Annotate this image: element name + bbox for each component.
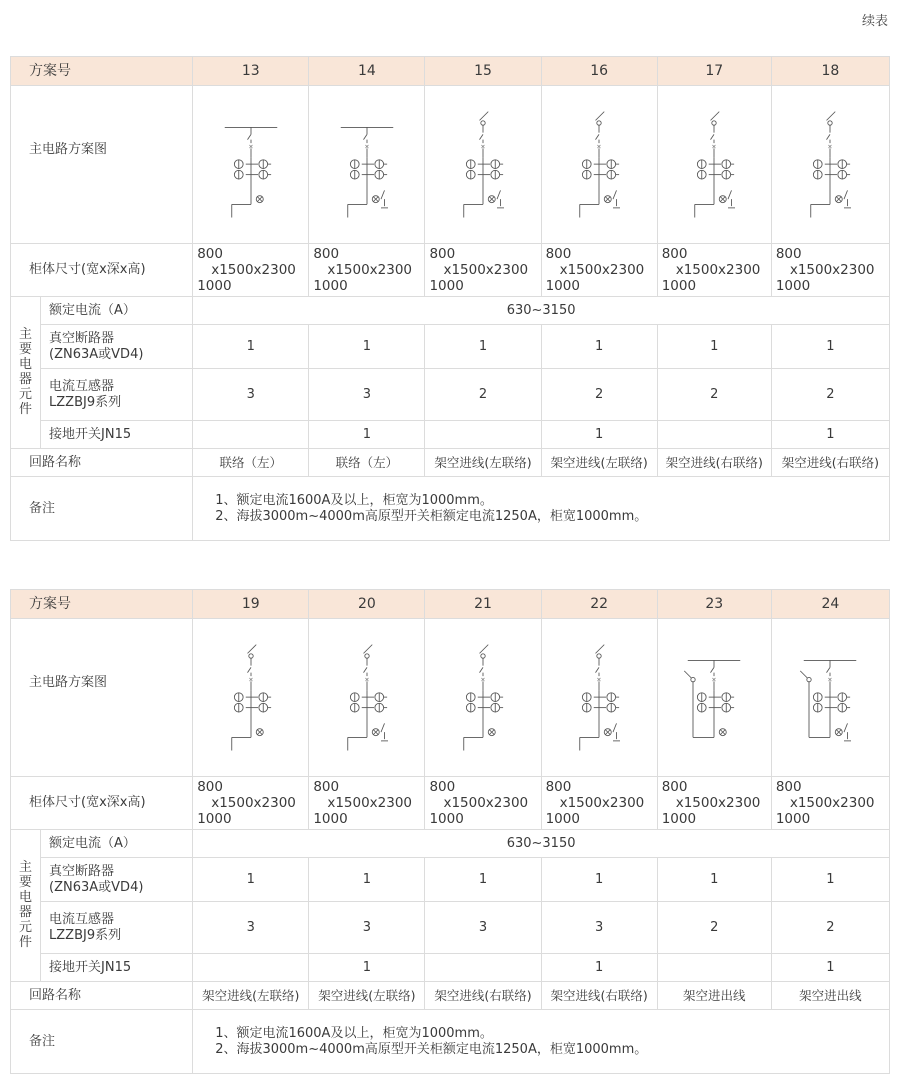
loop-name: 联络（左） <box>309 449 425 477</box>
loop-name: 架空进出线 <box>657 982 771 1010</box>
vcb-count: 1 <box>657 858 771 902</box>
ct-count: 3 <box>309 369 425 421</box>
earthing-count: 1 <box>541 421 657 449</box>
scheme-number: 18 <box>771 57 889 86</box>
vcb-count: 1 <box>771 858 889 902</box>
rated-current-row <box>11 297 890 325</box>
remarks-text <box>193 1010 890 1074</box>
scheme-number-label: 方案号 <box>11 590 193 619</box>
rated-current-label: 额定电流（A） <box>41 830 193 858</box>
ct-row <box>11 369 890 421</box>
scheme-number: 21 <box>425 590 541 619</box>
circuit-diagram <box>771 619 889 777</box>
cabinet-size: 800 x1500x2300 1000 <box>657 777 771 830</box>
earthing-count: 1 <box>541 954 657 982</box>
loop-name: 架空进线(左联络) <box>193 982 309 1010</box>
earthing-count <box>657 421 771 449</box>
ct-count: 2 <box>657 902 771 954</box>
size-label: 柜体尺寸(宽x深x高) <box>11 777 193 830</box>
size-row <box>11 777 890 830</box>
svg-text:×: × <box>711 142 717 150</box>
earthing-row <box>11 954 890 982</box>
circuit-diagram <box>193 619 309 777</box>
ct-row <box>11 902 890 954</box>
scheme-number: 23 <box>657 590 771 619</box>
ct-count: 3 <box>193 902 309 954</box>
cabinet-size: 800 x1500x2300 1000 <box>771 777 889 830</box>
loop-name-label: 回路名称 <box>11 449 193 477</box>
remark-line: 1、额定电流1600A及以上，柜宽为1000mm。 <box>215 1025 493 1041</box>
scheme-number-label: 方案号 <box>11 57 193 86</box>
ct-count: 2 <box>541 369 657 421</box>
continued-label: 续表 <box>861 14 888 29</box>
svg-text:×: × <box>248 142 254 150</box>
circuit-diagram <box>309 619 425 777</box>
circuit-diagram <box>425 619 541 777</box>
ct-label: 电流互感器 LZZBJ9系列 <box>41 369 193 421</box>
loop-name: 架空进线(右联络) <box>425 982 541 1010</box>
size-label: 柜体尺寸(宽x深x高) <box>11 244 193 297</box>
ct-count: 2 <box>657 369 771 421</box>
vcb-count: 1 <box>425 325 541 369</box>
circuit-diagram <box>657 86 771 244</box>
earthing-count: 1 <box>309 421 425 449</box>
svg-text:×: × <box>596 675 602 683</box>
cabinet-size: 800 x1500x2300 1000 <box>193 777 309 830</box>
earthing-label: 接地开关JN15 <box>41 421 193 449</box>
svg-text:×: × <box>364 142 370 150</box>
earthing-label: 接地开关JN15 <box>41 954 193 982</box>
svg-text:×: × <box>827 142 833 150</box>
diagram-label: 主电路方案图 <box>11 86 193 244</box>
vcb-count: 1 <box>771 325 889 369</box>
vcb-count: 1 <box>309 858 425 902</box>
scheme-number: 13 <box>193 57 309 86</box>
ct-count: 3 <box>425 902 541 954</box>
earthing-count <box>425 954 541 982</box>
svg-text:×: × <box>480 675 486 683</box>
ct-count: 3 <box>541 902 657 954</box>
vcb-count: 1 <box>657 325 771 369</box>
main-components-label: 主要电器元件 <box>11 297 41 449</box>
loop-name: 架空进线(左联络) <box>425 449 541 477</box>
vcb-count: 1 <box>425 858 541 902</box>
scheme-number: 17 <box>657 57 771 86</box>
vcb-count: 1 <box>193 325 309 369</box>
circuit-diagram <box>193 86 309 244</box>
loop-name-row <box>11 982 890 1010</box>
scheme-number-row <box>11 57 890 86</box>
rated-current-row <box>11 830 890 858</box>
loop-name-label: 回路名称 <box>11 982 193 1010</box>
earthing-count <box>425 421 541 449</box>
main-components-label: 主要电器元件 <box>11 830 41 982</box>
scheme-number: 15 <box>425 57 541 86</box>
ct-label: 电流互感器 LZZBJ9系列 <box>41 902 193 954</box>
earthing-count <box>193 954 309 982</box>
cabinet-size: 800 x1500x2300 1000 <box>193 244 309 297</box>
vcb-label: 真空断路器 (ZN63A或VD4) <box>41 325 193 369</box>
scheme-number: 16 <box>541 57 657 86</box>
vcb-label: 真空断路器 (ZN63A或VD4) <box>41 858 193 902</box>
earthing-count: 1 <box>771 421 889 449</box>
diagram-row <box>11 86 890 244</box>
circuit-diagram <box>541 86 657 244</box>
vcb-row <box>11 325 890 369</box>
remark-line: 2、海拔3000m~4000m高原型开关柜额定电流1250A，柜宽1000mm。 <box>215 1041 648 1057</box>
loop-name: 架空进线(左联络) <box>309 982 425 1010</box>
vcb-count: 1 <box>541 325 657 369</box>
ct-count: 3 <box>193 369 309 421</box>
circuit-diagram <box>309 86 425 244</box>
scheme-number: 14 <box>309 57 425 86</box>
cabinet-size: 800 x1500x2300 1000 <box>425 244 541 297</box>
size-row <box>11 244 890 297</box>
ct-count: 2 <box>771 902 889 954</box>
loop-name: 架空进线(左联络) <box>541 449 657 477</box>
scheme-table-2 <box>10 589 890 1074</box>
ct-count: 2 <box>425 369 541 421</box>
cabinet-size: 800 x1500x2300 1000 <box>771 244 889 297</box>
earthing-row <box>11 421 890 449</box>
cabinet-size: 800 x1500x2300 1000 <box>425 777 541 830</box>
rated-current-label: 额定电流（A） <box>41 297 193 325</box>
svg-text:×: × <box>248 675 254 683</box>
vcb-count: 1 <box>541 858 657 902</box>
scheme-number: 22 <box>541 590 657 619</box>
ct-count: 3 <box>309 902 425 954</box>
remarks-label: 备注 <box>11 477 193 541</box>
earthing-count: 1 <box>309 954 425 982</box>
svg-text:×: × <box>827 675 833 683</box>
earthing-count <box>193 421 309 449</box>
rated-current-value: 630~3150 <box>193 830 890 858</box>
loop-name: 架空进出线 <box>771 982 889 1010</box>
svg-text:×: × <box>364 675 370 683</box>
cabinet-size: 800 x1500x2300 1000 <box>309 777 425 830</box>
loop-name: 架空进线(右联络) <box>541 982 657 1010</box>
remarks-row <box>11 477 890 541</box>
cabinet-size: 800 x1500x2300 1000 <box>541 244 657 297</box>
svg-text:×: × <box>480 142 486 150</box>
rated-current-value: 630~3150 <box>193 297 890 325</box>
vcb-count: 1 <box>309 325 425 369</box>
svg-text:×: × <box>596 142 602 150</box>
scheme-number: 19 <box>193 590 309 619</box>
scheme-number-row <box>11 590 890 619</box>
scheme-table-1 <box>10 56 890 541</box>
loop-name: 联络（左） <box>193 449 309 477</box>
diagram-label: 主电路方案图 <box>11 619 193 777</box>
circuit-diagram <box>657 619 771 777</box>
remarks-text <box>193 477 890 541</box>
earthing-count <box>657 954 771 982</box>
ct-count: 2 <box>771 369 889 421</box>
remarks-label: 备注 <box>11 1010 193 1074</box>
vcb-count: 1 <box>193 858 309 902</box>
scheme-number: 20 <box>309 590 425 619</box>
cabinet-size: 800 x1500x2300 1000 <box>541 777 657 830</box>
remark-line: 1、额定电流1600A及以上，柜宽为1000mm。 <box>215 492 493 508</box>
circuit-diagram <box>771 86 889 244</box>
svg-text:×: × <box>711 675 717 683</box>
loop-name-row <box>11 449 890 477</box>
cabinet-size: 800 x1500x2300 1000 <box>309 244 425 297</box>
earthing-count: 1 <box>771 954 889 982</box>
remark-line: 2、海拔3000m~4000m高原型开关柜额定电流1250A，柜宽1000mm。 <box>215 508 648 524</box>
loop-name: 架空进线(右联络) <box>657 449 771 477</box>
cabinet-size: 800 x1500x2300 1000 <box>657 244 771 297</box>
vcb-row <box>11 858 890 902</box>
circuit-diagram <box>425 86 541 244</box>
remarks-row <box>11 1010 890 1074</box>
scheme-number: 24 <box>771 590 889 619</box>
diagram-row <box>11 619 890 777</box>
circuit-diagram <box>541 619 657 777</box>
loop-name: 架空进线(右联络) <box>771 449 889 477</box>
